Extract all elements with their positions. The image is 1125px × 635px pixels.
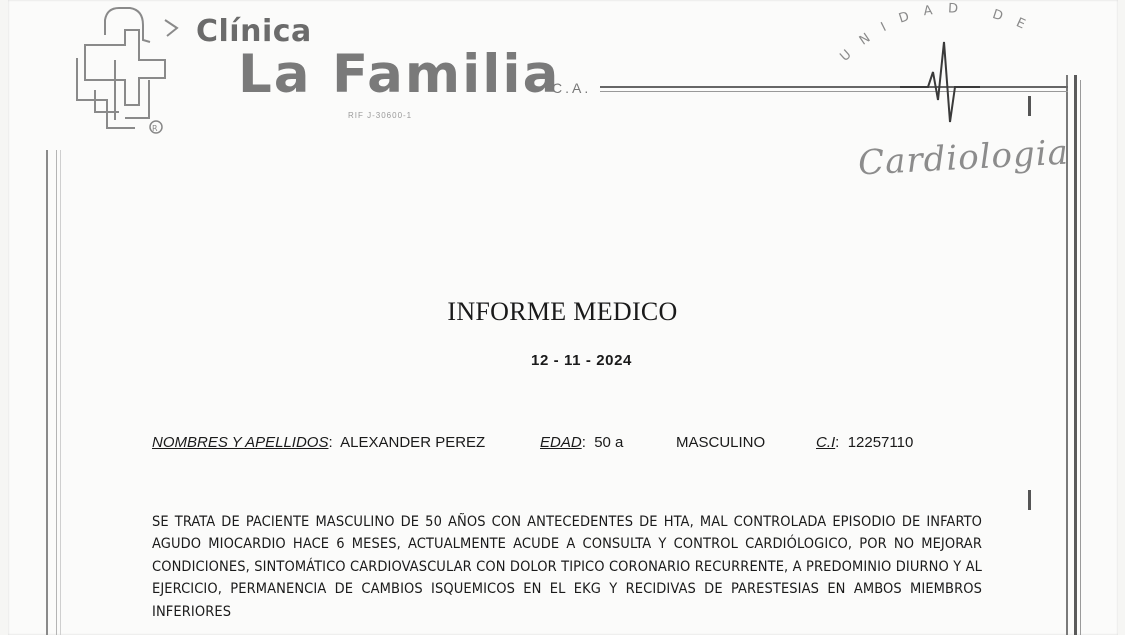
clinic-logo-icon <box>55 0 195 140</box>
unit-name: Cardiologia <box>857 132 1070 184</box>
patient-ci-field: C.I: 12257110 <box>816 434 914 451</box>
company-suffix: C.A. <box>552 80 592 96</box>
patient-ci-label: C.I <box>816 434 836 451</box>
clinical-summary-paragraph: SE TRATA DE PACIENTE MASCULINO DE 50 AÑOS CON ANTECEDENTES DE HTA, MAL CONTROLADA EPISODIO DE INFARTO AGUDO MIOCARDIO HACE 6 MESES, ACTUALMENTE ACUDE A CONSULTA Y CONTROL CARDIÓLOGICO, POR NO MEJORAR CONDICIONES, SINTOMÁTICO CARDIOVASCULAR CON DOLOR TIPICO CORONARIO RECURRENTE, A PREDOMINIO DIURNO Y AL EJERCICIO, PERMANENCIA DE CAMBIOS ISQUEMICOS EN EL EKG Y RECIDIVAS DE PARESTESIAS EN AMBOS MIEMBROS INFERIORES <box>152 514 982 620</box>
patient-age-value: 50 a <box>594 434 624 451</box>
clinic-word: Clínica <box>196 14 312 49</box>
document-date: 12 - 11 - 2024 <box>531 352 632 369</box>
scan-mark <box>1028 490 1031 510</box>
patient-ci-value: 12257110 <box>847 434 914 451</box>
scan-border-left-inner <box>56 150 57 635</box>
unit-arc-label <box>830 0 1050 70</box>
registry-number: RIF J-30600-1 <box>348 111 413 120</box>
document-title: INFORME MEDICO <box>447 297 678 326</box>
patient-sex-value: MASCULINO <box>676 434 766 451</box>
header-rule <box>600 86 1068 88</box>
clinic-name: La Familia <box>238 44 561 105</box>
patient-name-label: NOMBRES Y APELLIDOS <box>152 434 329 451</box>
header-rule-thin <box>600 91 1068 92</box>
patient-age-field: EDAD: 50 a <box>540 434 624 451</box>
patient-age-label: EDAD <box>540 434 582 451</box>
scan-mark <box>1028 96 1031 116</box>
patient-name-value: ALEXANDER PEREZ <box>340 434 486 451</box>
scan-border-left-inner-2 <box>60 150 61 635</box>
patient-sex-field <box>676 434 765 451</box>
svg-text:UNIDAD DE: UNIDAD DE <box>837 1 1042 65</box>
scan-border-left <box>46 150 48 635</box>
svg-text:R: R <box>152 124 158 133</box>
patient-name-field: NOMBRES Y APELLIDOS: ALEXANDER PEREZ <box>152 434 486 451</box>
